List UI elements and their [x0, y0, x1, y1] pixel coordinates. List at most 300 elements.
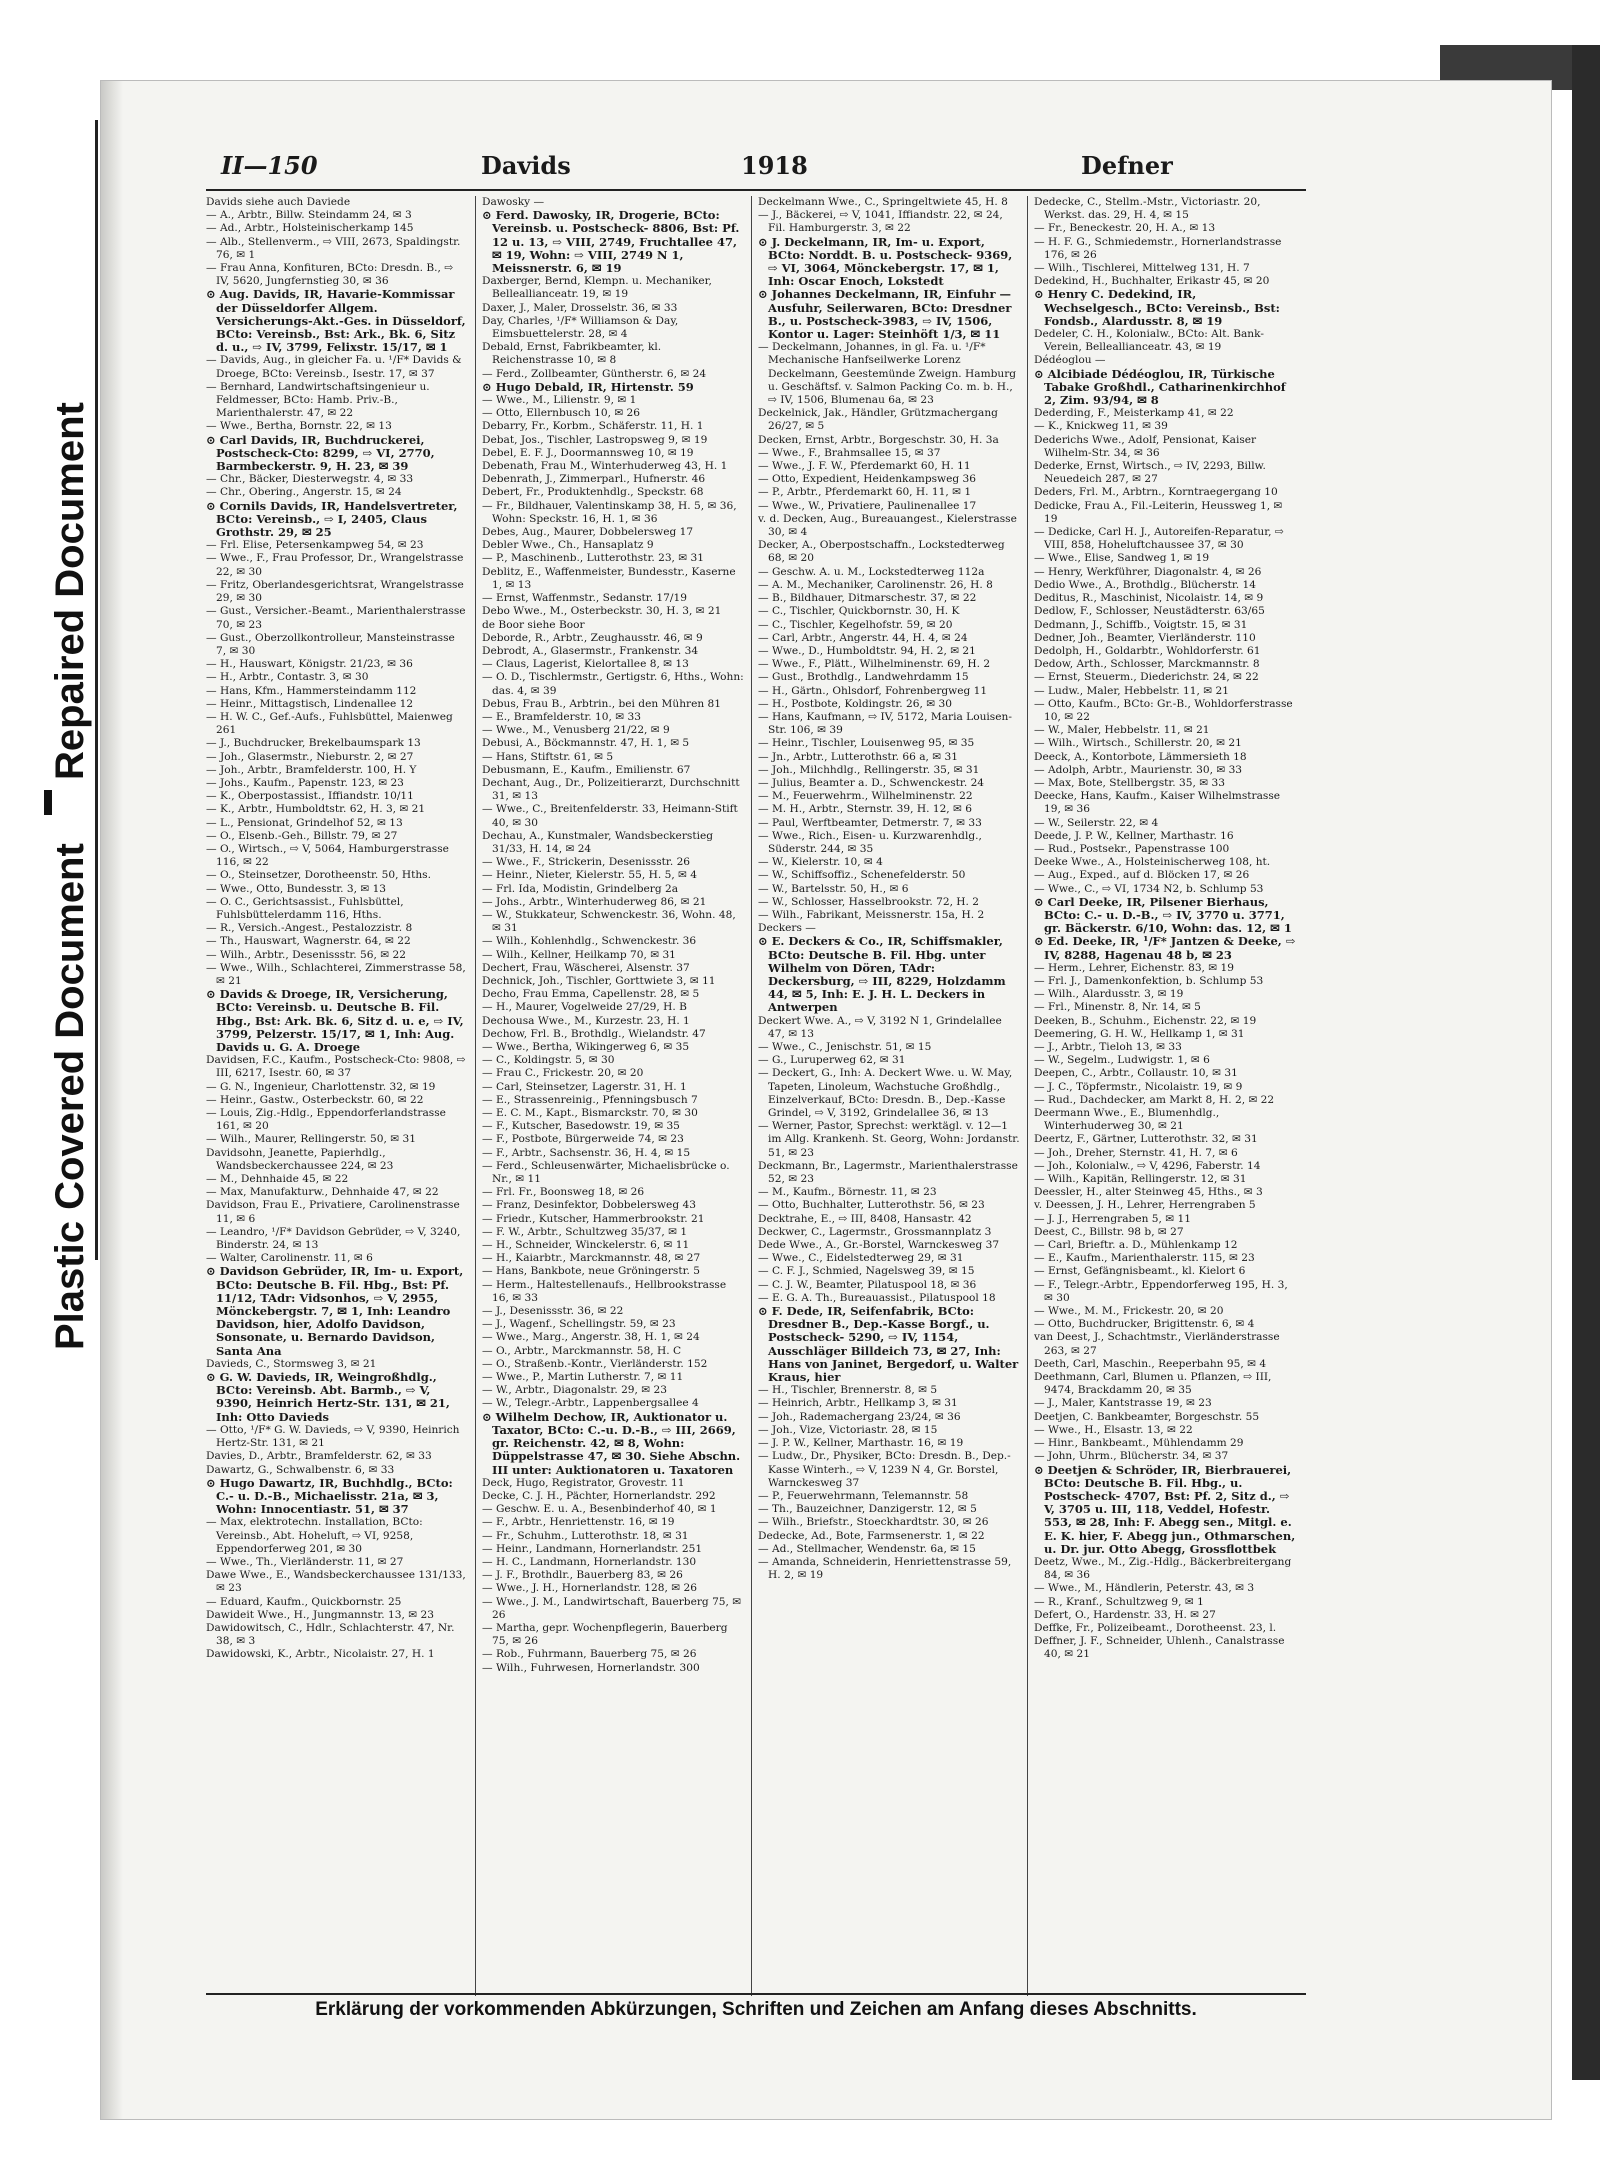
column-1: [206, 196, 468, 1996]
firm-entry: ⊙ Henry C. Dedekind, IR, Wechselgesch., BCto: Vereinsb., Bst: Fondsb., Alardusstr. 8, ✉ 19: [1034, 287, 1280, 328]
directory-entry: Davieds, C., Stormsweg 3, ✉ 21: [206, 1357, 377, 1370]
directory-entry: — Deckert, G., Inh: A. Deckert Wwe. u. W. May, Tapeten, Linoleum, Wachstuche Großhdlg., Einzelverkauf, BCto: Dresdn. B., Dep.-Kasse Grindel, ⇨ V, 3192, Grindelallee 36, ✉ 13: [758, 1067, 1013, 1120]
directory-entry: Deckers —: [758, 922, 816, 935]
directory-entry: Deethmann, Carl, Blumen u. Pflanzen, ⇨ III, 9474, Brackdamm 20, ✉ 35: [1034, 1371, 1272, 1397]
directory-entry: — H., Gärtn., Ohlsdorf, Fohrenbergweg 11: [758, 684, 988, 697]
directory-entry: Dechow, Frl. B., Brothdlg., Wielandstr. 47: [482, 1027, 706, 1040]
directory-entry: — A., Arbtr., Billw. Steindamm 24, ✉ 3: [206, 209, 412, 222]
directory-entry: Dechnick, Joh., Tischler, Gorttwiete 3, ✉ 11: [482, 974, 716, 987]
directory-entry: — C., Tischler, Quickbornstr. 30, H. K: [758, 605, 960, 618]
directory-entry: — Wilh., Maurer, Rellingerstr. 50, ✉ 31: [206, 1133, 416, 1146]
directory-entry: Davidsohn, Jeanette, Papierhdlg., Wandsbeckerchaussee 224, ✉ 23: [206, 1146, 394, 1172]
directory-entry: — Aug., Exped., auf d. Blöcken 17, ✉ 26: [1034, 869, 1250, 882]
directory-entry: Dedmann, J., Schiffb., Voigtstr. 15, ✉ 31: [1034, 618, 1248, 631]
directory-entry: Dawideit Wwe., H., Jungmannstr. 13, ✉ 23: [206, 1608, 434, 1621]
directory-entry: Debarry, Fr., Korbm., Schäferstr. 11, H. 1: [482, 420, 704, 433]
directory-entry: — J. F., Brothdlr., Bauerberg 83, ✉ 26: [482, 1569, 683, 1582]
directory-entry: Deertz, F., Gärtner, Lutterothstr. 32, ✉ 31: [1034, 1133, 1258, 1146]
directory-entry: — Ernst, Steuerm., Diederichstr. 24, ✉ 22: [1034, 671, 1259, 684]
directory-entry: — W., Schlosser, Hasselbrookstr. 72, H. 2: [758, 895, 980, 908]
firm-entry: ⊙ Hugo Dawartz, IR, Buchhdlg., BCto: C.- u. D.-B., Michaelisstr. 21a, ✉ 3, Wohn: Innocentiastr. 51, ✉ 37: [206, 1475, 453, 1517]
firm-entry: ⊙ E. Deckers & Co., IR, Schiffsmakler, BCto: Deutsche B. Fil. Hbg. unter Wilhelm von Dören, TAdr: Deckersburg, ⇨ III, 8229, Holzdamm 44, ✉ 5, Inh: E. J. H. L. Deckers in Antwerpen: [758, 934, 1006, 1015]
firm-entry: ⊙ F. Dede, IR, Seifenfabrik, BCto: Dresdner B., Dep.-Kasse Borgf., u. Postscheck- 5290, ⇨ IV, 1154, Ausschläger Billdeich 73, ✉ 27, Inh: Hans von Janinet, Bergedorf, u. Walter Kraus, hier: [758, 1304, 1019, 1385]
directory-entry: — M., Dehnhaide 45, ✉ 22: [206, 1173, 349, 1186]
directory-entry: — Fr., Schuhm., Lutterothstr. 18, ✉ 31: [482, 1529, 689, 1542]
directory-entry: — W., Segelm., Ludwigstr. 1, ✉ 6: [1034, 1054, 1210, 1067]
directory-entry: — Herm., Haltestellenaufs., Hellbrookstrasse 16, ✉ 33: [482, 1278, 727, 1304]
directory-entry: Deditus, R., Maschinist, Nicolaistr. 14, ✉ 9: [1034, 592, 1264, 605]
directory-entry: Deckelmann Wwe., C., Springeltwiete 45, H. 8: [758, 196, 1008, 208]
directory-entry: Debusmann, E., Kaufm., Emilienstr. 67: [482, 763, 691, 776]
directory-entry: — P., Maschinenb., Lutterothstr. 23, ✉ 31: [482, 552, 705, 565]
directory-entry: — O. D., Tischlermstr., Gertigstr. 6, Hths., Wohn: das. 4, ✉ 39: [482, 671, 744, 697]
directory-entry: — G. N., Ingenieur, Charlottenstr. 32, ✉ 19: [206, 1080, 436, 1093]
directory-entry: — Louis, Zig.-Hdlg., Eppendorferlandstrasse 161, ✉ 20: [206, 1107, 446, 1133]
directory-entry: — W., Schiffsoffiz., Schenefelderstr. 50: [758, 869, 966, 882]
directory-entry: — C. F. J., Schmied, Nagelsweg 39, ✉ 15: [758, 1265, 975, 1278]
firm-entry: ⊙ Davidson Gebrüder, IR, Im- u. Export, BCto: Deutsche B. Fil. Hbg., Bst: Pf. 11/12, TAdr: Vidsonhos, ⇨ V, 2955, Mönckebergstr. 7, ✉ 1, Inh: Leandro Davidson, hier, Adolfo Davidson, Sonsonate, u. Bernardo Davidson, Santa Ana: [206, 1264, 464, 1358]
directory-entry: Dechert, Frau, Wäscherei, Alsenstr. 37: [482, 961, 690, 974]
firm-entry: ⊙ Davids & Droege, IR, Versicherung, BCto: Vereinsb. u. Deutsche B. Fil. Hbg., Bst: Ark. Bk. 6, Sitz d. u. e, ⇨ IV, 3799, Pelzerstr. 15/17, ✉ 1, Inh: Aug. Davids u. G. A. Droege: [206, 987, 464, 1054]
directory-entry: — H., Schneider, Winckelerstr. 6, ✉ 11: [482, 1239, 690, 1252]
directory-entry: — K., Oberpostassist., Iffiandstr. 10/11: [206, 790, 414, 803]
directory-entry: — Wwe., M., Händlerin, Peterstr. 43, ✉ 3: [1034, 1582, 1255, 1595]
directory-entry: — Wwe., M., Venusberg 21/22, ✉ 9: [482, 724, 670, 737]
directory-entry: Deckert Wwe. A., ⇨ V, 3192 N 1, Grindelallee 47, ✉ 13: [758, 1014, 1002, 1040]
directory-entry: — Wilh., Tischlerei, Mittelweg 131, H. 7: [1034, 262, 1250, 275]
directory-entry: — Walter, Carolinenstr. 11, ✉ 6: [206, 1252, 373, 1265]
directory-entry: — M. H., Arbtr., Sternstr. 39, H. 12, ✉ 6: [758, 803, 973, 816]
directory-entry: — Wwe., C., Eidelstedterweg 29, ✉ 31: [758, 1252, 964, 1265]
firm-entry: ⊙ J. Deckelmann, IR, Im- u. Export, BCto: Norddt. B. u. Postscheck- 9369, ⇨ VI, 3064, Mönckebergstr. 17, ✉ 1, Inh: Oscar Enoch, Lokstedt: [758, 234, 1013, 289]
directory-entry: — E. C. M., Kapt., Bismarckstr. 70, ✉ 30: [482, 1107, 698, 1120]
directory-entry: Davidson, Frau E., Privatiere, Carolinenstrasse 11, ✉ 6: [206, 1199, 460, 1225]
directory-entry: — Ernst, Gefängnisbeamt., kl. Kielort 6: [1034, 1265, 1246, 1278]
directory-entry: Deepen, C., Arbtr., Collaustr. 10, ✉ 31: [1034, 1067, 1238, 1080]
directory-entry: — Wilh., Fabrikant, Meissnerstr. 15a, H. 2: [758, 908, 985, 921]
directory-entry: v. d. Decken, Aug., Bureauangest., Kielerstrasse 30, ✉ 4: [758, 512, 1017, 539]
directory-entry: — W., Telegr.-Arbtr., Lappenbergsallee 4: [482, 1397, 699, 1410]
directory-entry: Dedolph, H., Goldarbtr., Wohldorferstr. 61: [1034, 644, 1261, 657]
directory-entry: Davids siehe auch Daviede: [206, 196, 351, 208]
directory-entry: Deeth, Carl, Maschin., Reeperbahn 95, ✉ 4: [1034, 1357, 1267, 1370]
directory-entry: — J., Desenissstr. 36, ✉ 22: [482, 1305, 624, 1318]
directory-entry: — Leandro, ¹/F* Davidson Gebrüder, ⇨ V, 3240, Binderstr. 24, ✉ 13: [206, 1225, 461, 1252]
directory-entry: — Ad., Stellmacher, Wendenstr. 6a, ✉ 15: [758, 1542, 976, 1555]
directory-entry: — Max, elektrotechn. Installation, BCto: Vereinsb., Abt. Hoheluft, ⇨ VI, 9258, Eppendorferweg 201, ✉ 30: [206, 1516, 423, 1555]
directory-entry: — Joh., Arbtr., Bramfelderstr. 100, H. Y: [206, 763, 417, 776]
directory-entry: — Wilh., Wirtsch., Schillerstr. 20, ✉ 21: [1034, 737, 1242, 750]
directory-entry: — Heinr., Nieter, Kielerstr. 55, H. 5, ✉ 4: [482, 869, 698, 882]
directory-entry: Deffner, J. F., Schneider, Uhlenh., Canalstrasse 40, ✉ 21: [1034, 1635, 1285, 1661]
directory-entry: — Eduard, Kaufm., Quickbornstr. 25: [206, 1595, 402, 1608]
directory-entry: Decktrahe, E., ⇨ III, 8408, Hansastr. 42: [758, 1212, 972, 1225]
directory-entry: — F., Kutscher, Basedowstr. 19, ✉ 35: [482, 1120, 680, 1133]
directory-entry: — F., Postbote, Bürgerweide 74, ✉ 23: [482, 1133, 684, 1146]
column-separator: [751, 196, 752, 1996]
directory-entry: — Johs., Arbtr., Winterhuderweg 86, ✉ 21: [482, 895, 707, 908]
directory-entry: — Carl, Steinsetzer, Lagerstr. 31, H. 1: [482, 1080, 687, 1093]
directory-entry: Deecke, Hans, Kaufm., Kaiser Wilhelmstrasse 19, ✉ 36: [1034, 790, 1281, 816]
directory-entry: — Wwe., M. M., Frickestr. 20, ✉ 20: [1034, 1305, 1224, 1318]
directory-entry: — F. W., Arbtr., Schultzweg 35/37, ✉ 1: [482, 1225, 688, 1238]
directory-entry: — E., Kaufm., Marienthalerstr. 115, ✉ 23: [1034, 1252, 1255, 1265]
firm-entry: ⊙ Aug. Davids, IR, Havarie-Kommissar der Düsseldorfer Allgem. Versicherungs-Akt.-Ges. in Düsseldorf, BCto: Vereinsb., Bst: Ark., Bk. 6, Sitz d. u., ⇨ IV, 3799, Felixstr. 15/17, ✉ 1: [206, 287, 466, 355]
directory-entry: Deckwer, C., Lagermstr., Grossmannplatz 3: [758, 1225, 992, 1238]
directory-entry: Dederke, Ernst, Wirtsch., ⇨ IV, 2293, Billw. Neuedeich 287, ✉ 27: [1034, 460, 1266, 486]
directory-entry: — Wwe., D., Humboldtstr. 94, H. 2, ✉ 21: [758, 644, 976, 657]
directory-entry: Deemering, G. H. W., Hellkamp 1, ✉ 31: [1034, 1027, 1245, 1040]
directory-entry: Debusi, A., Böckmannstr. 47, H. 1, ✉ 5: [482, 737, 690, 750]
directory-entry: — Otto, Kaufm., BCto: Gr.-B., Wohldorferstrasse 10, ✉ 22: [1034, 697, 1293, 723]
directory-entry: Decho, Frau Emma, Capellenstr. 28, ✉ 5: [482, 988, 700, 1001]
directory-entry: Defert, O., Hardenstr. 33, H. ✉ 27: [1034, 1608, 1216, 1621]
directory-entry: — Wwe., M., Lilienstr. 9, ✉ 1: [482, 394, 637, 407]
directory-entry: — Hans, Kfm., Hammersteindamm 112: [206, 684, 417, 697]
directory-entry: — Joh., Dreher, Sternstr. 41, H. 7, ✉ 6: [1034, 1146, 1238, 1159]
directory-entry: — Wwe., P., Martin Lutherstr. 7, ✉ 11: [482, 1371, 684, 1384]
directory-entry: — Wwe., Elise, Sandweg 1, ✉ 19: [1034, 552, 1210, 565]
directory-entry: — Dedicke, Carl H. J., Autoreifen-Reparatur, ⇨ VIII, 858, Hoheluftchaussee 37, ✉ 30: [1034, 526, 1284, 552]
directory-entry: — Wwe., W., Privatiere, Paulinenallee 17: [758, 499, 977, 512]
directory-entry: — Wwe., Wilh., Schlachterei, Zimmerstrasse 58, ✉ 21: [206, 961, 466, 987]
directory-entry: — Joh., Vize, Victoriastr. 28, ✉ 15: [758, 1423, 938, 1436]
directory-entry: — H., Maurer, Vogelweide 27/29, H. B: [482, 1001, 687, 1014]
directory-entry: — O. C., Gerichtsassist., Fuhlsbüttel, Fuhlsbüttelerdamm 116, Hths.: [206, 895, 404, 921]
directory-entry: — H. C., Landmann, Hornerlandstr. 130: [482, 1555, 697, 1568]
directory-entry: — Frl., Minenstr. 8, Nr. 14, ✉ 5: [1034, 1001, 1201, 1014]
column-2: [482, 196, 744, 1996]
directory-entry: — O., Steinsetzer, Dorotheenstr. 50, Hths.: [206, 869, 431, 882]
directory-entry: — W., Stukkateur, Schwenckestr. 36, Wohn. 48, ✉ 31: [482, 908, 736, 935]
directory-entry: Deede, J. P. W., Kellner, Marthastr. 16: [1034, 829, 1234, 842]
directory-entry: Debes, Aug., Maurer, Dobbelersweg 17: [482, 526, 694, 539]
directory-entry: — Chr., Bäcker, Diesterwegstr. 4, ✉ 33: [206, 473, 414, 486]
directory-entry: — F., Arbtr., Sachsenstr. 36, H. 4, ✉ 15: [482, 1146, 691, 1159]
firm-entry: ⊙ Hugo Debald, IR, Hirtenstr. 59: [482, 379, 694, 394]
directory-entry: — Wwe., C., Jenischstr. 51, ✉ 15: [758, 1041, 932, 1053]
directory-entry: — Wwe., Rich., Eisen- u. Kurzwarenhdlg., Süderstr. 244, ✉ 35: [758, 829, 982, 855]
directory-entry: — R., Versich.-Angest., Pestalozzistr. 8: [206, 922, 413, 935]
directory-entry: — W., Arbtr., Diagonalstr. 29, ✉ 23: [482, 1384, 668, 1397]
directory-entry: Deckmann, Br., Lagermstr., Marienthalerstrasse 52, ✉ 23: [758, 1159, 1018, 1186]
directory-entry: Dédéoglou —: [1034, 354, 1106, 367]
directory-entry: Dedekind, H., Buchhalter, Erikastr 45, ✉ 20: [1034, 275, 1270, 288]
directory-entry: Deckelnick, Jak., Händler, Grützmachergang 26/27, ✉ 5: [758, 407, 998, 433]
directory-entry: — Heinrich, Arbtr., Hellkamp 3, ✉ 31: [758, 1397, 958, 1410]
directory-entry: Dawidowitsch, C., Hdlr., Schlachterstr. 47, Nr. 38, ✉ 3: [206, 1621, 455, 1648]
directory-entry: — J. J., Herrengraben 5, ✉ 11: [1034, 1212, 1191, 1225]
directory-entry: — H., Arbtr., Contastr. 3, ✉ 30: [206, 671, 369, 684]
directory-entry: — B., Bildhauer, Ditmarschestr. 37, ✉ 22: [758, 592, 977, 605]
directory-entry: Decke, C. J. H., Pächter, Hornerlandstr. 292: [482, 1489, 716, 1502]
directory-entry: — Joh., Rademachergang 23/24, ✉ 36: [758, 1410, 961, 1423]
directory-entry: — Hans, Stiftstr. 61, ✉ 5: [482, 750, 614, 763]
directory-entry: — Claus, Lagerist, Kielortallee 8, ✉ 13: [482, 658, 689, 671]
directory-entry: Deeck, A., Kontorbote, Lämmersieth 18: [1034, 750, 1247, 763]
directory-entry: — Th., Hauswart, Wagnerstr. 64, ✉ 22: [206, 935, 411, 948]
directory-entry: — F., Arbtr., Henriettenstr. 16, ✉ 19: [482, 1516, 675, 1529]
directory-entry: — Otto, Ellernbusch 10, ✉ 26: [482, 407, 641, 420]
directory-entry: — H., Tischler, Brennerstr. 8, ✉ 5: [758, 1384, 938, 1397]
directory-entry: Deders, Frl. M., Arbtrn., Korntraegergang 10: [1034, 486, 1278, 499]
plastic-covered-label: Plastic Covered Document: [48, 843, 92, 1350]
directory-entry: — Rud., Dachdecker, am Markt 8, H. 2, ✉ 22: [1034, 1093, 1275, 1106]
directory-entry: — Herm., Lehrer, Eichenstr. 83, ✉ 19: [1034, 961, 1235, 974]
page-number: II—150: [221, 151, 318, 180]
directory-entry: — Hans, Bankbote, neue Gröningerstr. 5: [482, 1265, 700, 1278]
firm-entry: ⊙ Alcibiade Dédéoglou, IR, Türkische Tabake Großhdl., Catharinenkirchhof 2, Zim. 93/94, ✉ 8: [1034, 366, 1286, 408]
directory-entry: — Wwe., J. H., Hornerlandstr. 128, ✉ 26: [482, 1582, 697, 1595]
firm-entry: ⊙ Carl Deeke, IR, Pilsener Bierhaus, BCto: C.- u. D.-B., ⇨ IV, 3770 u. 3771, gr. Bäckerstr. 6/10, Wohn: das. 12, ✉ 1: [1034, 894, 1292, 936]
directory-entry: — C. J. W., Beamter, Pilatuspool 18, ✉ 36: [758, 1278, 977, 1291]
directory-entry: — W., Seilerstr. 22, ✉ 4: [1034, 816, 1159, 829]
directory-entry: — O., Straßenb.-Kontr., Vierländerstr. 152: [482, 1357, 708, 1370]
directory-entry: — Heinr., Tischler, Louisenweg 95, ✉ 35: [758, 737, 975, 750]
directory-entry: — Ernst, Waffenmstr., Sedanstr. 17/19: [482, 592, 687, 605]
directory-entry: — J., Wagenf., Schellingstr. 59, ✉ 23: [482, 1318, 676, 1331]
directory-entry: — K., Arbtr., Humboldtstr. 62, H. 3, ✉ 21: [206, 803, 426, 816]
directory-entry: — J. C., Töpfermstr., Nicolaistr. 19, ✉ 9: [1034, 1080, 1243, 1093]
directory-entry: — Jn., Arbtr., Lutterothstr. 66 a, ✉ 31: [758, 750, 959, 763]
directory-entry: Dawe Wwe., E., Wandsbeckerchaussee 131/133, ✉ 23: [206, 1569, 466, 1595]
directory-entry: Decker, A., Oberpostschaffn., Lockstedterweg 68, ✉ 20: [758, 539, 1005, 565]
directory-entry: — Franz, Desinfektor, Dobbelersweg 43: [482, 1199, 696, 1212]
directory-entry: — H., Postbote, Koldingstr. 26, ✉ 30: [758, 697, 952, 710]
firm-entry: ⊙ Carl Davids, IR, Buchdruckerei, Postscheck-Cto: 8299, ⇨ VI, 2770, Barmbeckerstr. 9, H. 23, ✉ 39: [206, 432, 435, 474]
directory-entry: v. Deessen, J. H., Lehrer, Herrengraben 5: [1034, 1199, 1256, 1212]
directory-entry: — Hinr., Bankbeamt., Mühlendamm 29: [1034, 1437, 1244, 1450]
directory-entry: Dechousa Wwe., M., Kurzestr. 23, H. 1: [482, 1014, 690, 1027]
directory-entry: — Carl, Arbtr., Angerstr. 44, H. 4, ✉ 24: [758, 631, 968, 644]
directory-entry: Dedecke, Ad., Bote, Farmsenerstr. 1, ✉ 22: [758, 1529, 985, 1542]
directory-entry: — Ferd., Schleusenwärter, Michaelisbrücke o. Nr., ✉ 11: [482, 1159, 730, 1186]
directory-entry: — Hans, Kaufmann, ⇨ IV, 5172, Maria Louisen-Str. 106, ✉ 39: [758, 710, 1012, 737]
directory-entry: — Wwe., F., Strickerin, Desenissstr. 26: [482, 856, 691, 869]
directory-entry: — J. P. W., Kellner, Marthastr. 16, ✉ 19: [758, 1437, 964, 1450]
header-rule: [206, 189, 1306, 191]
directory-entry: Dede Wwe., A., Gr.-Borstel, Warnckesweg 37: [758, 1239, 1000, 1252]
directory-entry: — H. F. G., Schmiedemstr., Hornerlandstrasse 176, ✉ 26: [1034, 235, 1282, 261]
column-4: [1034, 196, 1296, 1996]
directory-columns: [206, 196, 1306, 1996]
directory-entry: — Wwe., Th., Vierländerstr. 11, ✉ 27: [206, 1555, 404, 1568]
directory-entry: Daxberger, Bernd, Klempn. u. Mechaniker, Belleallianceatr. 19, ✉ 19: [482, 275, 712, 301]
directory-entry: — Wilh., Briefstr., Stoeckhardtstr. 30, ✉ 26: [758, 1516, 989, 1529]
directory-entry: Deeke Wwe., A., Holsteinischerweg 108, ht.: [1034, 856, 1271, 869]
directory-entry: — Friedr., Kutscher, Hammerbrookstr. 21: [482, 1212, 705, 1225]
directory-entry: — Ad., Arbtr., Holsteinischerkamp 145: [206, 222, 414, 235]
directory-entry: — Wwe., Otto, Bundesstr. 3, ✉ 13: [206, 882, 387, 895]
directory-entry: — Joh., Glasermstr., Nieburstr. 2, ✉ 27: [206, 750, 414, 763]
directory-entry: Debler Wwe., Ch., Hansaplatz 9: [482, 539, 654, 552]
directory-entry: Davies, D., Arbtr., Bramfelderstr. 62, ✉ 33: [206, 1450, 432, 1463]
firm-entry: ⊙ Deetjen & Schröder, IR, Bierbrauerei, BCto: Deutsche B. Fil. Hbg., u. Postscheck- 4707, Bst: Pf. 2, Sitz d., ⇨ V, 3705 u. III, 118, Veddel, Hofestr. 553, ✉ 28, Inh: F. Abegg sen., Mitgl. e. E. K. hier, F. Abegg jun., Othmarschen, u. Dr. jur. Otto Abegg, Grossflottbek: [1034, 1462, 1296, 1556]
directory-entry: — M., Feuerwehrm., Wilhelminenstr. 22: [758, 790, 973, 803]
directory-entry: — J., Bäckerei, ⇨ V, 1041, Iffiandstr. 22, ✉ 24, Fil. Hamburgerstr. 3, ✉ 22: [758, 209, 1003, 235]
directory-entry: Deborde, R., Arbtr., Zeughausstr. 46, ✉ 9: [482, 631, 703, 644]
directory-entry: — G., Luruperweg 62, ✉ 31: [758, 1054, 906, 1067]
directory-entry: — Wwe., Bertha, Wikingerweg 6, ✉ 35: [482, 1041, 690, 1053]
directory-entry: — Otto, ¹/F* G. W. Davieds, ⇨ V, 9390, Heinrich Hertz-Str. 131, ✉ 21: [206, 1423, 460, 1450]
directory-entry: — Fritz, Oberlandesgerichtsrat, Wrangelstrasse 29, ✉ 30: [206, 578, 464, 605]
directory-entry: — A. M., Mechaniker, Carolinenstr. 26, H. 8: [758, 578, 993, 591]
directory-entry: — Frau Anna, Konfituren, BCto: Dresdn. B., ⇨ IV, 5620, Jungfernstieg 30, ✉ 36: [206, 262, 454, 288]
directory-entry: — Otto, Expedient, Heidenkampsweg 36: [758, 473, 977, 486]
directory-entry: Debald, Ernst, Fabrikbeamter, kl. Reichenstrasse 10, ✉ 8: [482, 341, 662, 367]
directory-entry: — Wilh., Fuhrwesen, Hornerlandstr. 300: [482, 1661, 700, 1674]
side-banner: [0, 120, 98, 1350]
directory-entry: — Th., Bauzeichner, Danzigerstr. 12, ✉ 5: [758, 1503, 977, 1516]
directory-entry: Deeken, B., Schuhm., Eichenstr. 22, ✉ 19: [1034, 1014, 1257, 1027]
directory-entry: — John, Uhrm., Blücherstr. 34, ✉ 37: [1034, 1450, 1229, 1463]
directory-entry: — Max, Bote, Stellbergstr. 35, ✉ 33: [1034, 776, 1225, 789]
directory-entry: Debenath, Frau M., Winterhuderweg 43, H. 1: [482, 460, 728, 473]
directory-entry: — Johs., Kaufm., Papenstr. 123, ✉ 23: [206, 776, 404, 789]
directory-entry: — Wwe., H., Elsastr. 13, ✉ 22: [1034, 1423, 1193, 1436]
directory-entry: Davidsen, F.C., Kaufm., Postscheck-Cto: 9808, ⇨ III, 6217, Isestr. 60, ✉ 37: [206, 1054, 466, 1080]
directory-entry: — Carl, Brieftr. a. D., Mühlenkamp 12: [1034, 1239, 1238, 1252]
directory-entry: — W., Kielerstr. 10, ✉ 4: [758, 856, 883, 869]
directory-entry: — F., Telegr.-Arbtr., Eppendorferweg 195, H. 3, ✉ 30: [1034, 1278, 1288, 1304]
directory-entry: Debus, Frau B., Arbtrin., bei den Mühren 81: [482, 697, 722, 710]
directory-entry: — Joh., Milchhdlg., Rellingerstr. 35, ✉ 31: [758, 763, 980, 776]
directory-entry: — Davids, Aug., in gleicher Fa. u. ¹/F* Davids & Droege, BCto: Vereinsb., Isestr. 17, ✉ 37: [206, 354, 462, 380]
directory-entry: Debo Wwe., M., Osterbeckstr. 30, H. 3, ✉ 21: [482, 605, 722, 618]
directory-entry: — Bernhard, Landwirtschaftsingenieur u. Feldmesser, BCto: Hamb. Priv.-B., Marienthalerstr. 47, ✉ 22: [206, 380, 430, 420]
directory-entry: — Wwe., J. M., Landwirtschaft, Bauerberg 75, ✉ 26: [482, 1595, 742, 1621]
directory-entry: — O., Wirtsch., ⇨ V, 5064, Hamburgerstrasse 116, ✉ 22: [206, 842, 449, 869]
directory-entry: Dawosky —: [482, 196, 545, 208]
directory-entry: Daxer, J., Maler, Drosselstr. 36, ✉ 33: [482, 301, 678, 314]
directory-entry: — Frl. Elise, Petersenkampweg 54, ✉ 23: [206, 539, 424, 552]
column-separator: [475, 196, 476, 1996]
directory-entry: — Otto, Buchdrucker, Brigittenstr. 6, ✉ 4: [1034, 1318, 1255, 1331]
repaired-document-label: Repaired Document: [48, 402, 92, 780]
directory-entry: — Ludw., Maler, Hebbelstr. 11, ✉ 21: [1034, 684, 1229, 697]
directory-entry: Debenrath, J., Zimmerparl., Hufnerstr. 46: [482, 473, 706, 486]
directory-entry: — Wilh., Kapitän, Rellingerstr. 12, ✉ 31: [1034, 1173, 1247, 1186]
last-entry-name: Defner: [1081, 151, 1173, 180]
directory-entry: — Wwe., F., Plätt., Wilhelminenstr. 69, H. 2: [758, 658, 991, 671]
directory-entry: — E. G. A. Th., Bureauassist., Pilatuspool 18: [758, 1291, 996, 1304]
directory-entry: — Paul, Werftbeamter, Detmerstr. 7, ✉ 33: [758, 816, 982, 829]
column-3: [758, 196, 1020, 1996]
directory-entry: Deessler, H., alter Steinweg 45, Hths., ✉ 3: [1034, 1186, 1263, 1199]
directory-entry: — E., Strassenreinig., Pfenningsbusch 7: [482, 1093, 698, 1106]
directory-entry: Deetjen, C. Bankbeamter, Borgeschstr. 55: [1034, 1410, 1260, 1423]
directory-entry: — Heinr., Mittagstisch, Lindenallee 12: [206, 697, 414, 710]
directory-entry: Debel, E. F. J., Doormannsweg 10, ✉ 19: [482, 446, 694, 459]
directory-entry: — Rob., Fuhrmann, Bauerberg 75, ✉ 26: [482, 1648, 697, 1661]
directory-entry: Deck, Hugo, Registrator, Grovestr. 11: [482, 1476, 685, 1489]
directory-entry: — Frl. Fr., Boonsweg 18, ✉ 26: [482, 1186, 645, 1199]
directory-entry: — Wwe., F., Brahmsallee 15, ✉ 37: [758, 446, 941, 459]
directory-entry: — P., Feuerwehrmann, Telemannstr. 58: [758, 1489, 969, 1502]
firm-entry: ⊙ G. W. Davieds, IR, Weingroßhdlg., BCto: Vereinsb. Abt. Barmb., ⇨ V, 9390, Heinrich Hertz-Str. 131, ✉ 21, Inh: Otto Davieds: [206, 1370, 450, 1424]
directory-entry: — E., Bramfelderstr. 10, ✉ 33: [482, 710, 641, 723]
directory-entry: Dawartz, G., Schwalbenstr. 6, ✉ 33: [206, 1463, 395, 1476]
directory-entry: — Wilh., Arbtr., Desenissstr. 56, ✉ 22: [206, 948, 406, 961]
directory-entry: — Wwe., F., Frau Professor, Dr., Wrangelstrasse 22, ✉ 30: [206, 552, 464, 578]
directory-entry: — O., Arbtr., Marckmannstr. 58, H. C: [482, 1344, 682, 1357]
directory-entry: — Wilh., Kohlenhdlg., Schwenckestr. 36: [482, 935, 697, 948]
directory-entry: Dawidowski, K., Arbtr., Nicolaistr. 27, H. 1: [206, 1648, 435, 1661]
footer-rule: [206, 1993, 1306, 1995]
directory-entry: — Max, Manufakturw., Dehnhaide 47, ✉ 22: [206, 1186, 439, 1199]
directory-page: [100, 80, 1552, 2120]
directory-entry: — J., Maler, Kantstrasse 19, ✉ 23: [1034, 1397, 1212, 1410]
page-header: [221, 151, 1291, 191]
directory-entry: — W., Bartelsstr. 50, H., ✉ 6: [758, 882, 909, 895]
directory-entry: — O., Elsenb.-Geh., Billstr. 79, ✉ 27: [206, 829, 398, 842]
scan-shadow: [101, 81, 123, 2119]
directory-entry: Debrodt, A., Glasermstr., Frankenstr. 34: [482, 644, 699, 657]
directory-entry: Dedlow, F., Schlosser, Neustädterstr. 63/65: [1034, 605, 1265, 618]
directory-entry: Dechau, A., Kunstmaler, Wandsbeckerstieg 31/33, H. 14, ✉ 24: [482, 829, 714, 855]
directory-entry: — Otto, Buchhalter, Lutterothstr. 56, ✉ 23: [758, 1199, 985, 1212]
directory-entry: — Frl. Ida, Modistin, Grindelberg 2a: [482, 882, 679, 895]
column-separator: [1027, 196, 1028, 1996]
directory-entry: — Wwe., J. F. W., Pferdemarkt 60, H. 11: [758, 460, 971, 473]
directory-entry: — Heinr., Gastw., Osterbeckstr. 60, ✉ 22: [206, 1093, 424, 1106]
directory-entry: — J., Buchdrucker, Brekelbaumspark 13: [206, 737, 421, 750]
directory-entry: Dederding, F., Meisterkamp 41, ✉ 22: [1034, 407, 1234, 420]
directory-entry: — Deckelmann, Johannes, in gl. Fa. u. ¹/F* Mechanische Hanfseilwerke Lorenz Deckelmann, Geestemünde Zweign. Hamburg u. Geschäftsf. v. Salmon Packing Co. m. b. H., ⇨ IV, 1506, Blumenau 6a, ✉ 23: [758, 341, 1017, 407]
directory-entry: — Julius, Beamter a. D., Schwenckestr. 24: [758, 776, 985, 789]
directory-entry: Dedeler, C. H., Kolonialw., BCto: Alt. Bank-Verein, Belleallianceatr. 43, ✉ 19: [1034, 328, 1264, 354]
directory-entry: — Wwe., Marg., Angerstr. 38, H. 1, ✉ 24: [482, 1331, 700, 1344]
directory-entry: — Ferd., Zollbeamter, Güntherstr. 6, ✉ 24: [482, 367, 707, 380]
directory-entry: Deermann Wwe., E., Blumenhdlg., Winterhuderweg 30, ✉ 21: [1034, 1107, 1220, 1133]
firm-entry: ⊙ Ed. Deeke, IR, ¹/F* Jantzen & Deeke, ⇨ IV, 8288, Hagenau 48 b, ✉ 23: [1034, 934, 1296, 962]
firm-entry: ⊙ Wilhelm Dechow, IR, Auktionator u. Taxator, BCto: C.-u. D.-B., ⇨ III, 2669, gr. Reichenstr. 42, ✉ 8, Wohn: Düppelstrasse 47, ✉ 30. Siehe Abschn. III unter: Auktionatoren u. Taxatoren: [482, 1409, 741, 1477]
first-entry-name: Davids: [481, 151, 571, 180]
directory-entry: — Martha, gepr. Wochenpflegerin, Bauerberg 75, ✉ 26: [482, 1621, 728, 1648]
firm-entry: ⊙ Johannes Deckelmann, IR, Einfuhr — Ausfuhr, Seilerwaren, BCto: Dresdner B., u. Postscheck-3983, ⇨ IV, 1506, Kontor u. Lager: Steinhöft 1/3, ✉ 11: [758, 287, 1012, 342]
directory-entry: — Joh., Kolonialw., ⇨ V, 4296, Faberstr. 14: [1034, 1159, 1261, 1172]
directory-entry: Dedecke, C., Stellm.-Mstr., Victoriastr. 20, Werkst. das. 29, H. 4, ✉ 15: [1034, 196, 1261, 222]
directory-entry: — Chr., Obering., Angerstr. 15, ✉ 24: [206, 486, 402, 499]
footer-note: Erklärung der vorkommenden Abkürzungen, Schriften und Zeichen am Anfang dieses Abschnitts.: [315, 1999, 1197, 2020]
directory-entry: — Frl. J., Damenkonfektion, b. Schlump 53: [1034, 974, 1264, 987]
directory-entry: — Gust., Brothdlg., Landwehrdamm 15: [758, 671, 969, 684]
directory-entry: Debert, Fr., Produktenhdlg., Speckstr. 68: [482, 486, 704, 499]
directory-entry: Deetz, Wwe., M., Zig.-Hdlg., Bäckerbreitergang 84, ✉ 36: [1034, 1555, 1292, 1582]
directory-entry: Dederichs Wwe., Adolf, Pensionat, Kaiser Wilhelm-Str. 34, ✉ 36: [1034, 433, 1257, 459]
directory-entry: Decken, Ernst, Arbtr., Borgeschstr. 30, H. 3a: [758, 433, 999, 446]
directory-entry: Debat, Jos., Tischler, Lastropsweg 9, ✉ 19: [482, 433, 708, 446]
directory-entry: — H. W. C., Gef.-Aufs., Fuhlsbüttel, Maienweg 261: [206, 710, 453, 737]
directory-entry: Deblitz, E., Waffenmeister, Bundesstr., Kaserne 1, ✉ 13: [482, 565, 736, 591]
banner-divider: [44, 790, 52, 815]
directory-entry: — Geschw. A. u. M., Lockstedterweg 112a: [758, 565, 985, 578]
directory-entry: Deffke, Fr., Polizeibeamt., Dorotheenst. 23, l.: [1034, 1621, 1277, 1634]
directory-entry: — Geschw. E. u. A., Besenbinderhof 40, ✉ 1: [482, 1503, 717, 1516]
directory-entry: — Werner, Pastor, Sprechst: werktägl. v. 12—1 im Allg. Krankenh. St. Georg, Wohn: Jordanstr. 51, ✉ 23: [758, 1120, 1020, 1159]
directory-entry: — W., Maler, Hebbelstr. 11, ✉ 21: [1034, 724, 1210, 737]
directory-entry: Dedicke, Frau A., Fil.-Leiterin, Heussweg 1, ✉ 19: [1034, 499, 1283, 525]
directory-entry: van Deest, J., Schachtmstr., Vierländerstrasse 263, ✉ 27: [1034, 1331, 1280, 1357]
directory-entry: — Rud., Postsekr., Papenstrasse 100: [1034, 842, 1230, 855]
directory-entry: — R., Kranf., Schultzweg 9, ✉ 1: [1034, 1595, 1204, 1608]
directory-entry: — Frau C., Frickestr. 20, ✉ 20: [482, 1067, 644, 1080]
scanner-edge-right: [1572, 45, 1600, 2080]
directory-entry: — Henry, Werkführer, Diagonalstr. 4, ✉ 26: [1034, 565, 1262, 578]
directory-entry: Deest, C., Billstr. 98 b, ✉ 27: [1034, 1225, 1184, 1238]
directory-entry: Dedner, Joh., Beamter, Vierländerstr. 110: [1034, 631, 1256, 644]
directory-entry: — Fr., Beneckestr. 20, H. A., ✉ 13: [1034, 222, 1216, 235]
